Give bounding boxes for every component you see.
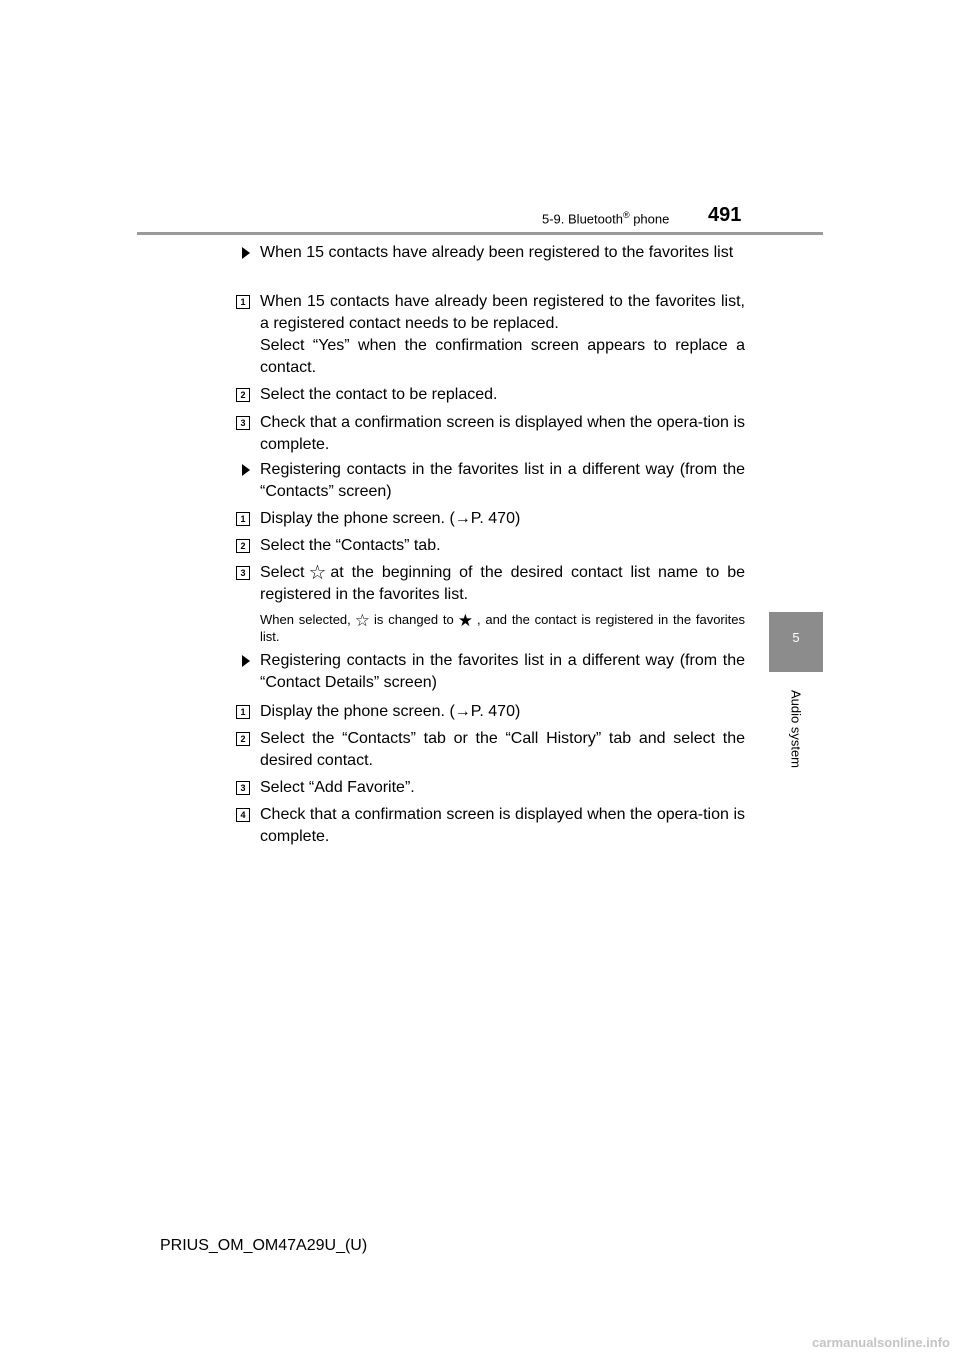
- chapter-label: Audio system: [788, 689, 804, 769]
- chapter-tab: 5: [769, 612, 823, 672]
- step-number: 1: [236, 295, 250, 309]
- step-text: Select the “Contacts” tab or the “Call History” tab and select the desired contact.: [260, 730, 745, 769]
- step-text: Select ☆ at the beginning of the desired contact list name to be registered in the favorites list.: [260, 562, 745, 603]
- step-number: 3: [236, 566, 250, 580]
- star-outline-icon: ☆: [308, 562, 327, 584]
- step-text: Select the “Contacts” tab.: [260, 537, 441, 554]
- watermark: carmanualsonline.info: [812, 1335, 950, 1350]
- header-section-title: 5-9. Bluetooth® phone: [542, 210, 670, 227]
- page-number: 491: [708, 204, 742, 226]
- step-number: 4: [236, 808, 250, 822]
- document-code: PRIUS_OM_OM47A29U_(U): [160, 1237, 368, 1254]
- star-filled-icon: ★: [457, 611, 473, 630]
- step-text: Check that a confirmation screen is displayed when the opera-tion is complete.: [260, 414, 745, 453]
- note-text: When selected, ☆ is changed to ★ , and the contact is registered in the favorites list.: [260, 611, 745, 644]
- step-text: Select “Add Favorite”.: [260, 779, 415, 796]
- header-divider: [137, 232, 823, 235]
- triangle-bullet-icon: [242, 247, 250, 259]
- step-text: Display the phone screen. (→P. 470): [260, 703, 521, 720]
- step-number: 1: [236, 705, 250, 719]
- step-text: When 15 contacts have already been registered to the favorites list, a registered contact needs to be replaced. Select “Yes” when the confirmation screen appears to replace a contact.: [260, 293, 745, 376]
- step-number: 3: [236, 416, 250, 430]
- step-text: Display the phone screen. (→P. 470): [260, 510, 521, 527]
- step-text: Select the contact to be replaced.: [260, 386, 498, 403]
- section-heading: Registering contacts in the favorites list in a different way (from the “Contacts” screen): [242, 459, 745, 503]
- step-number: 1: [236, 512, 250, 526]
- step-number: 2: [236, 539, 250, 553]
- step-number: 2: [236, 732, 250, 746]
- section-heading: Registering contacts in the favorites list in a different way (from the “Contact Details” screen): [242, 650, 745, 694]
- section-heading: When 15 contacts have already been registered to the favorites list: [242, 242, 745, 264]
- step-text: Check that a confirmation screen is displayed when the opera-tion is complete.: [260, 806, 745, 845]
- step-number: 3: [236, 781, 250, 795]
- triangle-bullet-icon: [242, 464, 250, 476]
- triangle-bullet-icon: [242, 655, 250, 667]
- star-outline-icon: ☆: [354, 611, 371, 630]
- step-number: 2: [236, 388, 250, 402]
